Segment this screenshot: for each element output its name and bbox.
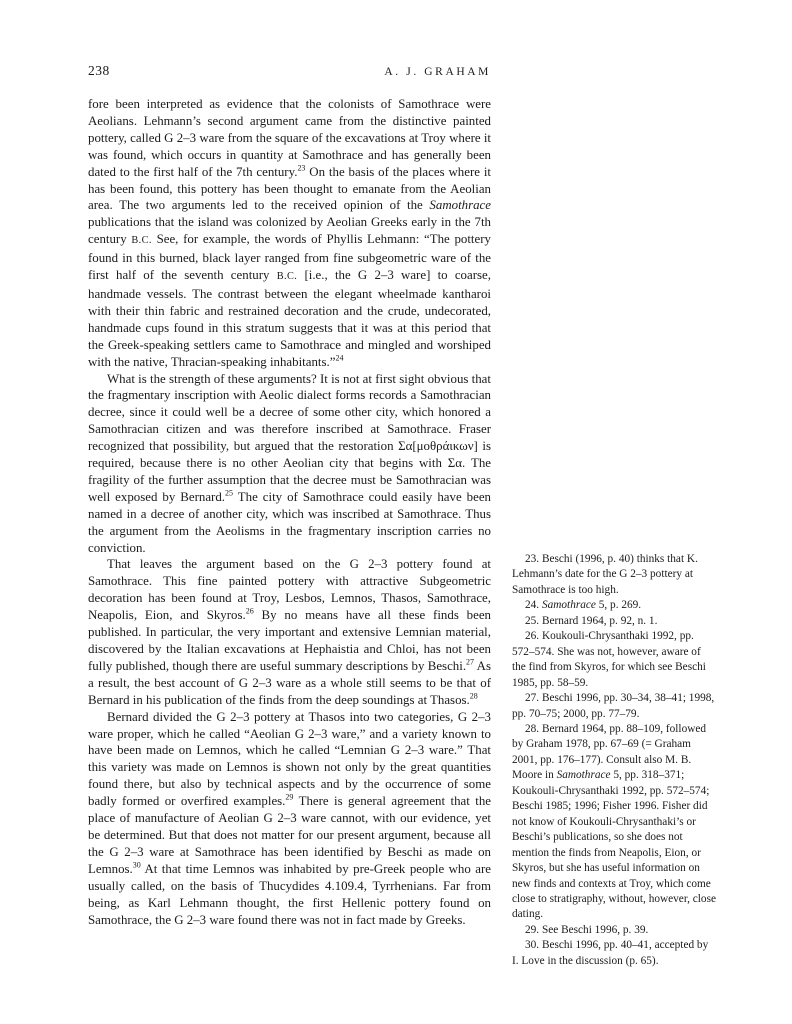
main-text-column xyxy=(88,96,491,928)
footnote-ref: 27 xyxy=(466,657,475,667)
footnote xyxy=(512,629,717,691)
italic-text: Samothrace xyxy=(556,769,611,782)
text-segment: [i.e., the G 2–3 ware] to coarse, handmade vessels. The contrast between the elegant wheelmade kantharoi with their thin fabric and restrained decoration and the crude, undecorated, handmade cups found in this stratum suggests that it was at this period that the Greek-speaking settlers came to Samothrace and mingled and worshiped with the native, Thracian-speaking inhabitants.” xyxy=(88,268,491,369)
text-segment: What is the strength of these arguments? It is not at first sight obvious that the fragmentary inscription with Aeolic dialect forms records a Samothracian decree, since it could well be a decree of some other city, which honored a Samothracian citizen and was therefore inscribed at Samothrace. Fraser recognized that possibility, but argued that the restoration Σα[μοθράικων] is required, because there is no other Aeolian city that begins with Σα. The fragility of the further assumption that the decree must be Samothracian was well exposed by Bernard. xyxy=(88,371,491,504)
text-segment: By no means have all these finds been published. In particular, the very important and extensive Lemnian material, discovered by the Italian excavations at Hephaistia and Chloi, has not been fully published, though there are useful summary descriptions by Beschi. xyxy=(88,608,491,673)
footnote xyxy=(512,552,717,598)
body-paragraph xyxy=(88,371,491,557)
text-segment: At that time Lemnos was inhabited by pre-Greek people who are usually called, on the basis of Thucydides 4.109.4, Tyrrhenians. Far from being, as Karl Lehmann thought, the first Hellenic pottery found on Samothrace, the G 2–3 ware found there was not in fact made by Greeks. xyxy=(88,861,491,927)
body-paragraph xyxy=(88,709,491,929)
text-segment: Bernard divided the G 2–3 pottery at Thasos into two categories, G 2–3 ware proper, which he called “Aeolian G 2–3 ware,” and a variety known to have been made on Lemnos, which he called “Lemnian G 2–3 ware.” That this variety was made on Lemnos is shown not only by the great quantities found there, but also by technical aspects and by the occurrence of some badly formed or overfired examples. xyxy=(88,709,491,809)
footnote-ref: 24 xyxy=(335,353,344,363)
footnote-ref: 28 xyxy=(469,691,478,701)
text-segment: publications that the island was colonized by Aeolian Greeks early in the 7th century xyxy=(88,215,491,247)
text-segment: 27. Beschi 1996, pp. 30–34, 38–41; 1998, pp. 70–75; 2000, pp. 77–79. xyxy=(512,692,715,720)
footnote xyxy=(512,691,717,722)
footnote-ref: 30 xyxy=(132,860,141,870)
footnote xyxy=(512,598,717,613)
text-segment: 30. Beschi 1996, pp. 40–41, accepted by I. Love in the discussion (p. 65). xyxy=(512,939,709,967)
footnote-ref: 26 xyxy=(245,606,254,616)
text-segment: The city of Samothrace could easily have been named in a decree of another city, which was inscribed at Samothrace. Thus the argument from the Aeolisms in the fragmentary inscription carries no conviction. xyxy=(88,489,491,555)
footnote-ref: 25 xyxy=(225,488,234,498)
text-segment: 5, pp. 318–371; Koukouli-Chrysanthaki 1992, pp. 572–574; Beschi 1985; 1996; Fisher 1996. Fisher did not know of Koukouli-Chrysanthaki’s or Beschi’s publications, so she does not mention the finds from Neapolis, Eion, or Skyros, but she has useful information on new finds and contexts at Troy, which come close to stratigraphy, without, however, close dating. xyxy=(512,769,716,921)
footnote-ref: 23 xyxy=(297,163,306,173)
text-segment: That leaves the argument based on the G 2–3 pottery found at Samothrace. This fine painted pottery with attractive Subgeometric decoration has been found at Troy, Lesbos, Lemnos, Thasos, Samothrace, Neapolis, Eion, and Skyros. xyxy=(88,557,491,623)
text-segment: 29. See Beschi 1996, p. 39. xyxy=(525,923,649,936)
smallcaps-text: B.C. xyxy=(131,235,152,247)
text-segment: 24. xyxy=(525,599,542,612)
running-header xyxy=(88,63,491,79)
text-segment: fore been interpreted as evidence that the colonists of Samothrace were Aeolians. Lehmann’s second argument came from the distinctive painted pottery, called G 2–3 ware from the square of the excavations at Troy where it was found, which occurs in quantity at Samothrace and has generally been dated to the first half of the 7th century. xyxy=(88,97,491,179)
footnote xyxy=(512,938,717,969)
text-segment: 26. Koukouli-Chrysanthaki 1992, pp. 572–574. She was not, however, aware of the find from Skyros, for which see Beschi 1985, pp. 58–59. xyxy=(512,630,706,689)
italic-text: Samothrace xyxy=(541,599,596,612)
footnote-ref: 29 xyxy=(285,792,294,802)
footnotes-column xyxy=(512,552,717,969)
body-paragraph xyxy=(88,96,491,371)
smallcaps-text: B.C. xyxy=(276,271,298,283)
text-segment: 25. Bernard 1964, p. 92, n. 1. xyxy=(525,614,658,627)
text-segment: There is general agreement that the place of manufacture of Aeolian G 2–3 ware cannot, with our evidence, yet be determined. But that does not matter for our present argument, because all the G 2–3 ware at Samothrace has been identified by Beschi as made on Lemnos. xyxy=(88,794,491,876)
footnote xyxy=(512,923,717,938)
italic-text: Samothrace xyxy=(429,198,491,213)
text-segment: As a result, the best account of G 2–3 ware as a whole still seems to be that of Bernard in his publication of the finds from the deep soundings at Thasos. xyxy=(88,658,491,707)
text-segment: 23. Beschi (1996, p. 40) thinks that K. Lehmann’s date for the G 2–3 pottery at Samothrace is too high. xyxy=(512,553,698,596)
text-segment: See, for example, the words of Phyllis Lehmann: “The pottery found in this burned, black layer ranged from fine subgeometric ware of the first half of the seventh century xyxy=(88,232,491,283)
text-segment: 5, p. 269. xyxy=(595,599,642,612)
footnote xyxy=(512,614,717,629)
page-number: 238 xyxy=(88,63,110,78)
running-head-author: A. J. GRAHAM xyxy=(384,66,491,78)
text-segment: On the basis of the places where it has been found, this pottery has been thought to emanate from the Aeolian area. The two arguments led to the received opinion of the xyxy=(88,164,491,213)
text-segment: 28. Bernard 1964, pp. 88–109, followed by Graham 1978, pp. 67–69 (= Graham 2001, pp. 176–177). Consult also M. B. Moore in xyxy=(512,722,707,782)
body-paragraph xyxy=(88,556,491,708)
footnote xyxy=(512,722,717,923)
